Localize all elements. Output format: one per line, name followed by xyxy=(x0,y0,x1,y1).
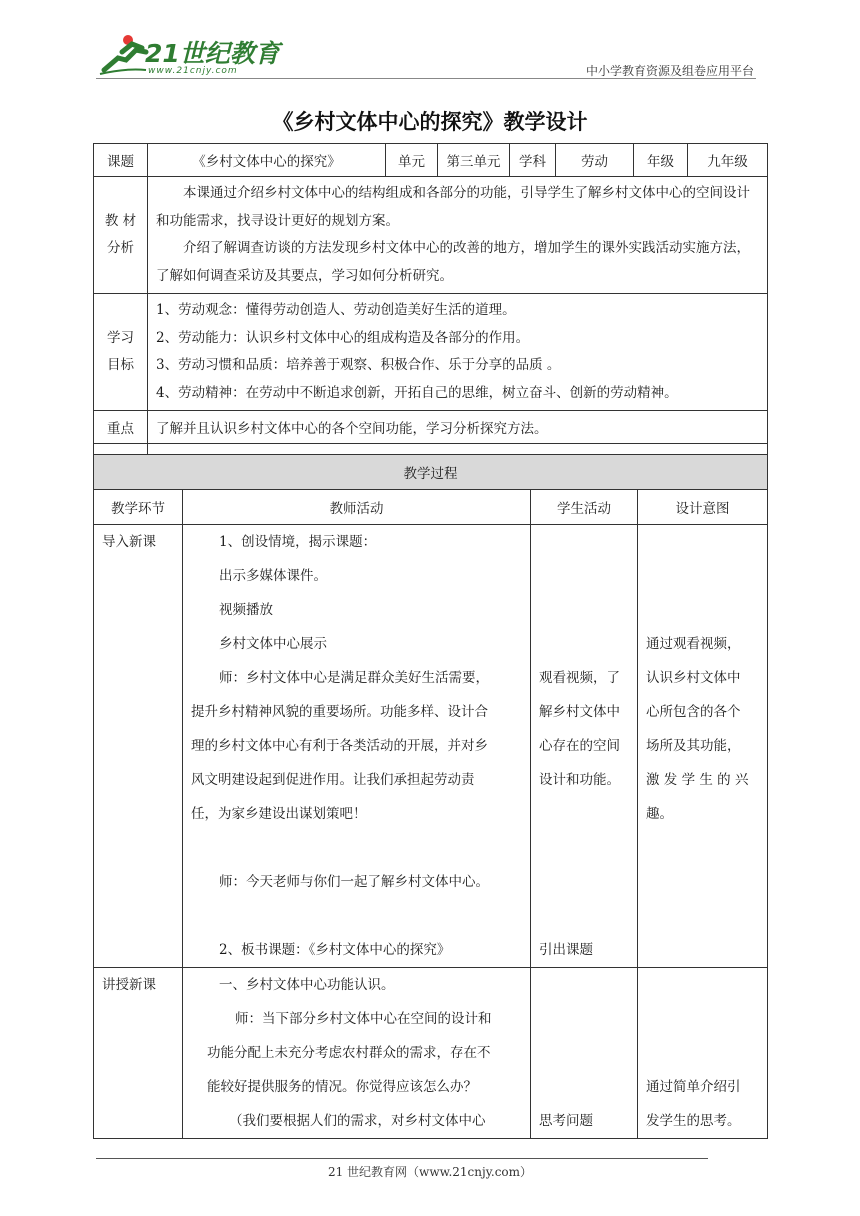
grade-label: 年级 xyxy=(634,144,688,177)
process-row-intro xyxy=(94,525,768,968)
logo-text: 21世纪教育 xyxy=(145,39,280,68)
key-point-text: 了解并且认识乡村文体中心的各个空间功能，学习分析探究方法。 xyxy=(148,411,768,444)
student-activity-intro: 观看视频，了 解乡村文体中 心存在的空间 设计和功能。 引出课题 xyxy=(531,525,638,968)
teacher-activity-intro: 1、创设情境，揭示课题： 出示多媒体课件。 视频播放 乡村文体中心展示 师：乡村文体中心是满足群众美好生活需要， 提升乡村精神风貌的重要场所。功能多样、设计合 理的乡村文体中心有利于各类活动的开展，并对乡 风文明建设起到促进作用。让我们承担起劳动责 任，为家乡建设出谋划策吧！ 师：今天老师与你们一起了解乡村文体中心。 2、板书课题：《乡村文体中心的探究》 xyxy=(183,525,531,968)
stage-lecture: 讲授新课 xyxy=(94,968,183,1139)
column-header-teacher: 教师活动 xyxy=(183,490,531,525)
topic-value: 《乡村文体中心的探究》 xyxy=(148,144,386,177)
subject-label: 学科 xyxy=(510,144,556,177)
goals-label: 学习 目标 xyxy=(94,294,148,411)
analysis-paragraph-2: 介绍了解调查访谈的方法发现乡村文体中心的改善的地方，增加学生的课外实践活动实施方法，了解如何调查采访及其要点，学习如何分析研究。 xyxy=(156,240,750,284)
header-divider xyxy=(96,78,756,79)
logo-url: www.21cnjy.com xyxy=(148,66,238,76)
goals-row xyxy=(94,294,768,411)
process-heading-row xyxy=(94,455,768,490)
key-point-row xyxy=(94,411,768,444)
column-header-student: 学生活动 xyxy=(531,490,638,525)
student-activity-lecture: 思考问题 xyxy=(531,968,638,1139)
goal-item: 3、劳动习惯和品质：培养善于观察、积极合作、乐于分享的品质 。 xyxy=(156,357,561,373)
process-row-lecture xyxy=(94,968,768,1139)
topic-label: 课题 xyxy=(94,144,148,177)
analysis-text xyxy=(148,177,768,294)
analysis-row xyxy=(94,177,768,294)
lesson-info-table xyxy=(93,143,768,477)
footer-text: 21 世纪教育网（www.21cnjy.com） xyxy=(327,1165,533,1179)
teacher-activity-lecture: 一、乡村文体中心功能认识。 师：当下部分乡村文体中心在空间的设计和 功能分配上未充分考虑农村群众的需求，存在不 能较好提供服务的情况。你觉得应该怎么办？ （我们要根据人们的需求，对乡村文体中心 xyxy=(183,968,531,1139)
column-header-intent: 设计意图 xyxy=(638,490,768,525)
document-title: 《乡村文体中心的探究》教学设计 xyxy=(272,109,588,134)
goals-list xyxy=(148,294,768,411)
goal-item: 4、劳动精神：在劳动中不断追求创新，开拓自己的思维，树立奋斗、创新的劳动精神。 xyxy=(156,384,678,401)
process-heading: 教学过程 xyxy=(94,455,768,490)
goal-item: 2、劳动能力：认识乡村文体中心的组成构造及各部分的作用。 xyxy=(156,329,530,346)
grade-value: 九年级 xyxy=(688,144,768,177)
design-intent-lecture: 通过简单介绍引 发学生的思考。 xyxy=(638,968,768,1139)
goal-item: 1、劳动观念：懂得劳动创造人、劳动创造美好生活的道理。 xyxy=(156,302,516,318)
page-header xyxy=(0,0,860,90)
design-intent-intro: 通过观看视频， 认识乡村文体中 心所包含的各个 场所及其功能， 激 发 学 生 的 兴 趣。 xyxy=(638,525,768,968)
platform-name: 中小学教育资源及组卷应用平台 xyxy=(585,64,754,78)
footer-divider xyxy=(96,1158,708,1159)
subject-value: 劳动 xyxy=(556,144,634,177)
info-row xyxy=(94,144,768,177)
process-header-row xyxy=(94,490,768,525)
stage-intro: 导入新课 xyxy=(94,525,183,968)
analysis-label: 教 材 分析 xyxy=(94,177,148,294)
teaching-process-table xyxy=(93,454,768,1139)
key-point-label: 重点 xyxy=(94,411,148,444)
analysis-paragraph-1: 本课通过介绍乡村文体中心的结构组成和各部分的功能，引导学生了解乡村文体中心的空间设计和功能需求，找寻设计更好的规划方案。 xyxy=(156,185,750,229)
column-header-stage: 教学环节 xyxy=(94,490,183,525)
unit-value: 第三单元 xyxy=(438,144,510,177)
unit-label: 单元 xyxy=(386,144,438,177)
